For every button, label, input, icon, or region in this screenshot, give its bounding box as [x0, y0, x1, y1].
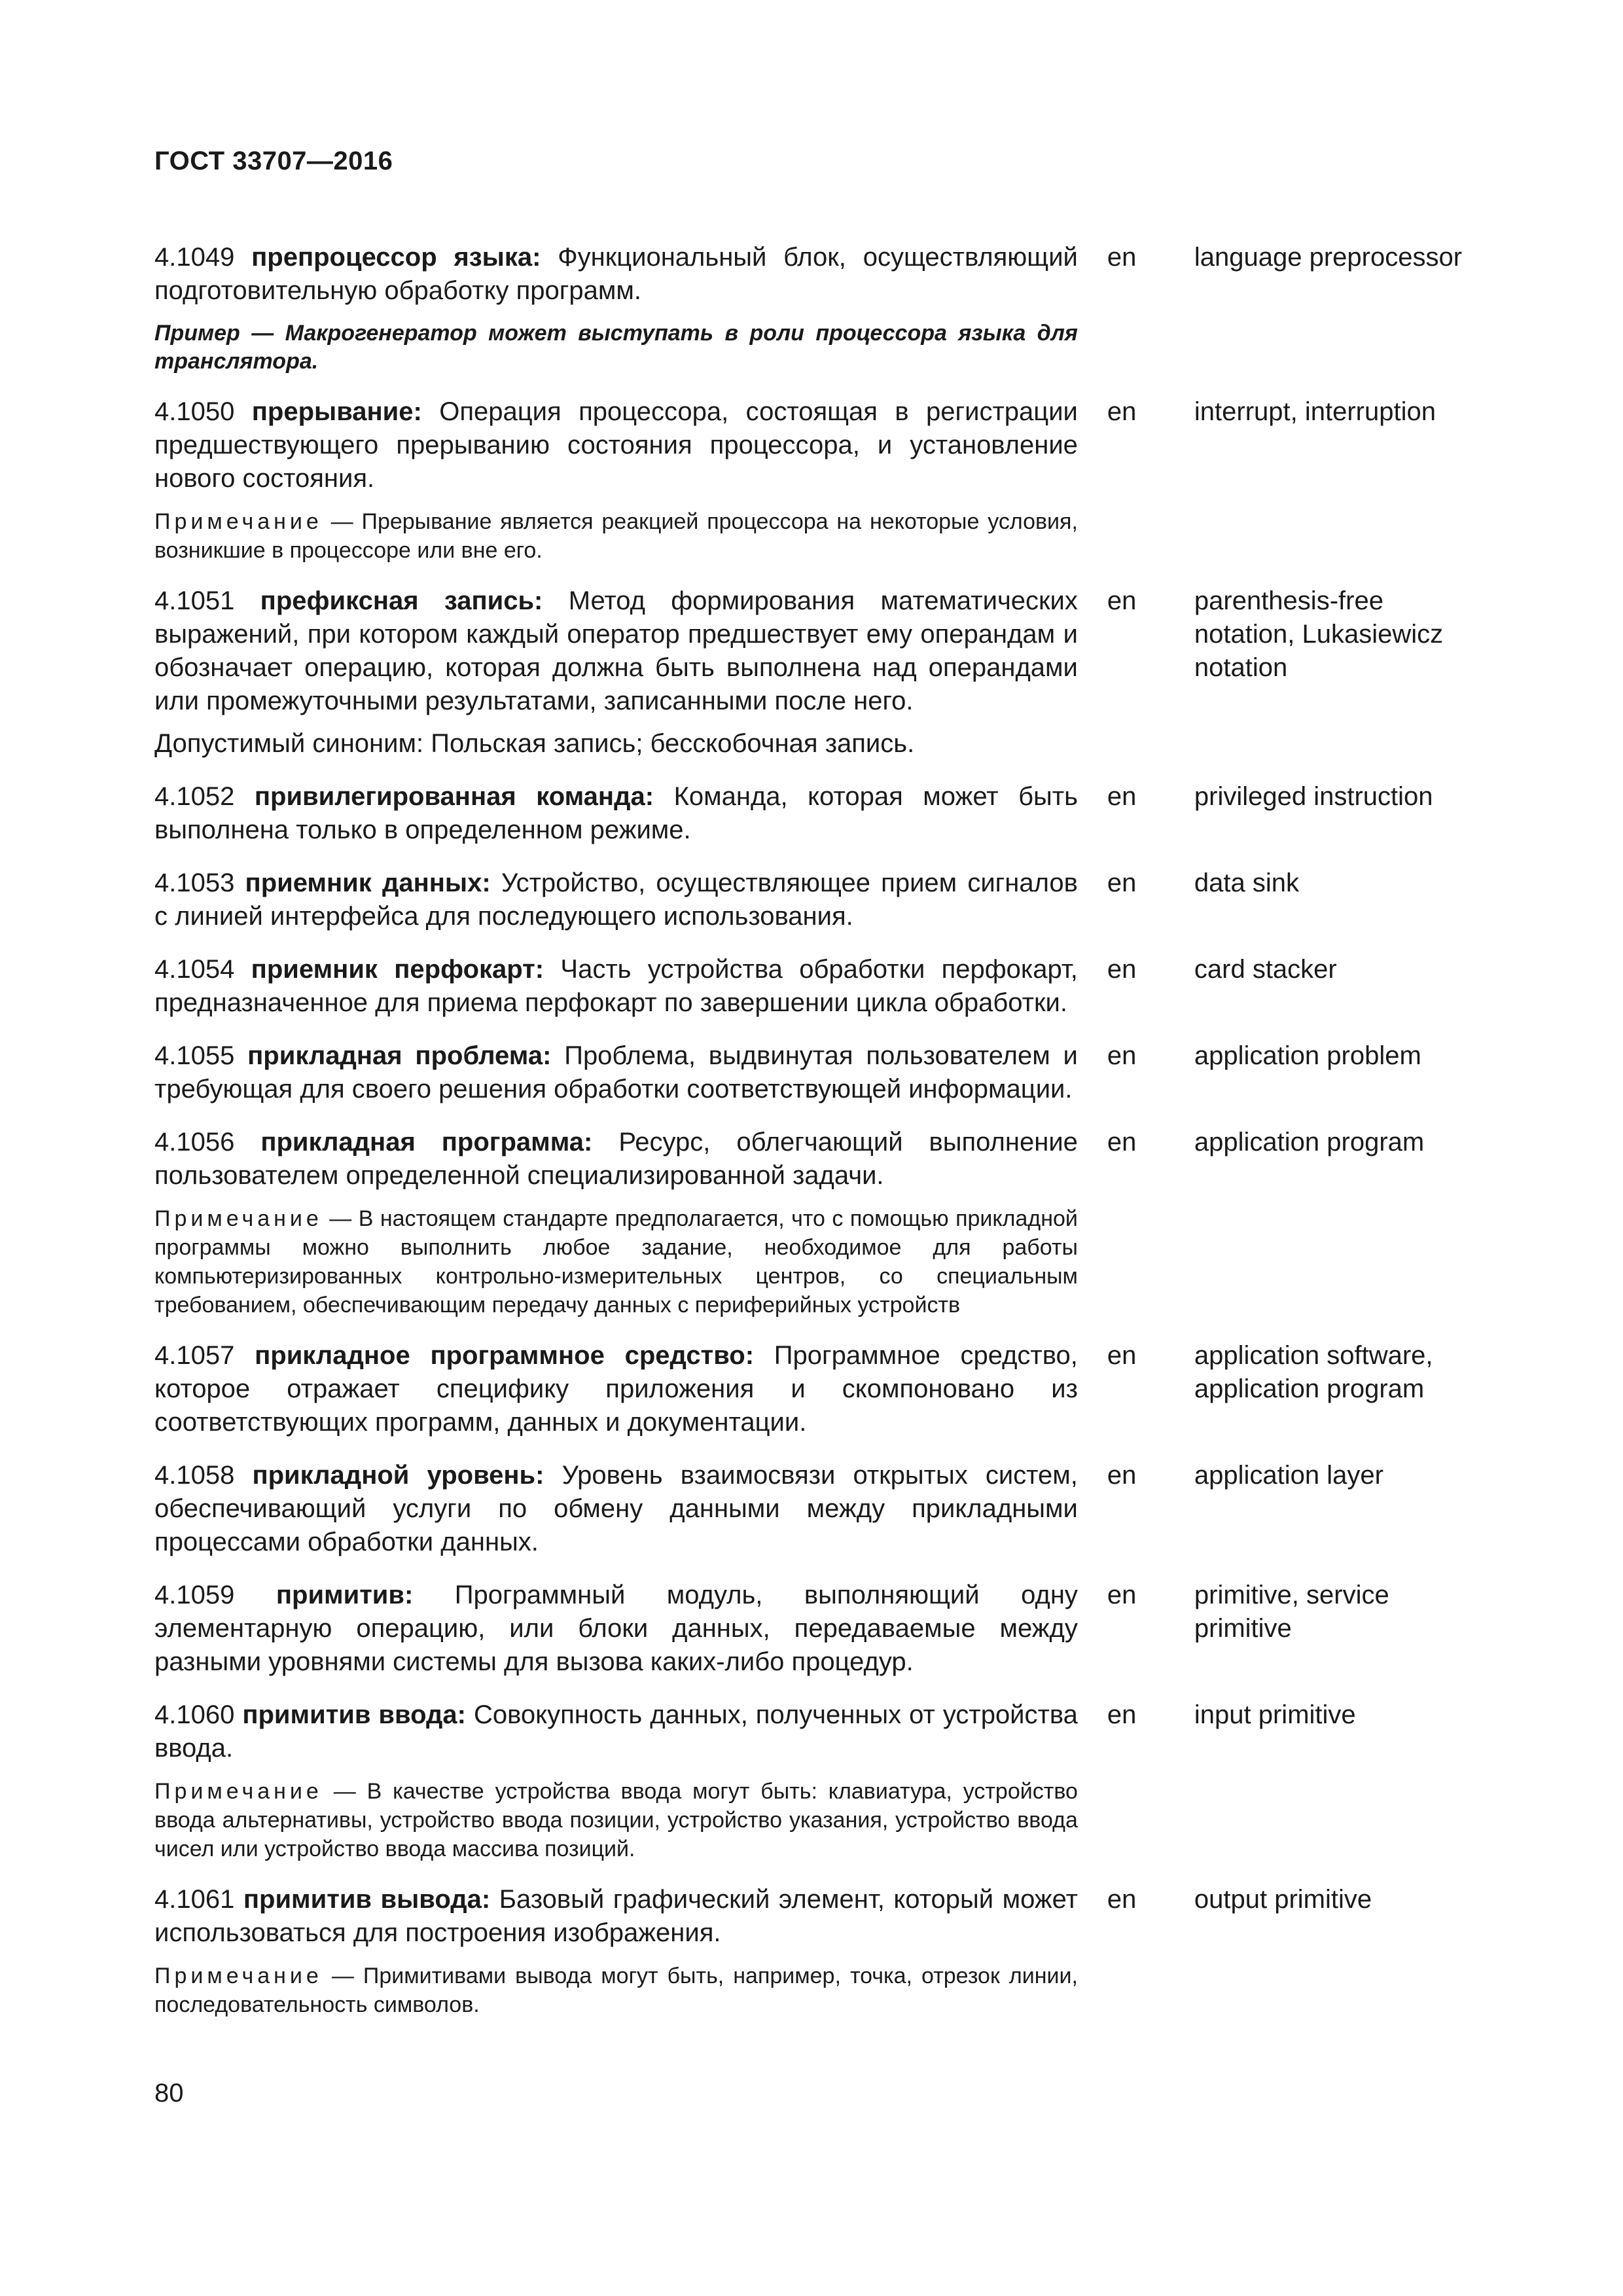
entry-body: [154, 395, 1078, 565]
entry-term-ru: префиксная запись:: [260, 586, 543, 615]
entry-term-ru: приемник перфокарт:: [251, 955, 544, 984]
entry-definition-text: Операция процессора, состоящая в регистрации предшествующего прерыванию состояния процессора, и установление нового состояния.: [154, 397, 1078, 493]
entry-term-en: interrupt, interruption: [1194, 397, 1436, 426]
entry-body: [154, 867, 1078, 933]
entry-term-en: application layer: [1194, 1461, 1383, 1490]
entry-example: Пример — Макрогенератор может выступать в роли процессора языка для транслятора.: [154, 321, 1078, 374]
entry-number: 4.1061: [154, 1885, 235, 1914]
entry-note: [154, 1204, 1078, 1319]
entry-number: 4.1055: [154, 1041, 235, 1070]
entry-definition: [154, 1339, 1078, 1439]
term-entry: [154, 395, 1476, 565]
entry-definition: [154, 1698, 1078, 1765]
term-entry: [154, 867, 1476, 933]
entry-definition: [154, 780, 1078, 847]
entry-term-en: application program: [1194, 1128, 1425, 1157]
entry-language: en: [1107, 1581, 1137, 1609]
entry-body: [154, 1126, 1078, 1319]
entry-number: 4.1053: [154, 869, 235, 897]
entry-number: 4.1056: [154, 1128, 235, 1157]
entry-number: 4.1060: [154, 1700, 235, 1729]
entry-term-en: parenthesis-free notation, Lukasiewicz notation: [1194, 586, 1444, 682]
entry-body: [154, 1883, 1078, 2019]
entry-note: [154, 507, 1078, 565]
note-label: Примечание: [154, 1964, 323, 1988]
entry-definition-text: Ресурс, облегчающий выполнение пользователем определенной специализированной задачи.: [154, 1128, 1078, 1190]
entry-number: 4.1052: [154, 782, 235, 811]
note-text: — Прерывание является реакцией процессора на некоторые условия, возникшие в процессоре или вне его.: [154, 509, 1078, 563]
entry-body: [154, 241, 1078, 376]
entry-language: en: [1107, 243, 1137, 272]
entry-definition-text: Программный модуль, выполняющий одну элементарную операцию, или блоки данных, передаваемые между разными уровнями системы для вызова каких-либо процедур.: [154, 1581, 1078, 1676]
note-label: Примечание: [154, 1206, 323, 1231]
note-text: — В настоящем стандарте предполагается, что с помощью прикладной программы можно выполнить любое задание, необходимое для работы компьютеризированных контрольно-измерительных центров, со специальным требованием, обеспечивающим передачу данных с периферийных устройств: [154, 1206, 1078, 1318]
entry-language: en: [1107, 1885, 1137, 1914]
entry-language: en: [1107, 1341, 1137, 1370]
entry-definition: [154, 953, 1078, 1020]
note-label: Примечание: [154, 509, 323, 534]
term-entry: [154, 1339, 1476, 1439]
entry-number: 4.1057: [154, 1341, 235, 1370]
entry-term-en: language preprocessor: [1194, 243, 1463, 272]
entry-term-ru: препроцессор языка:: [251, 243, 541, 272]
entry-definition-text: Проблема, выдвинутая пользователем и требующая для своего решения обработки соответствующей информации.: [154, 1041, 1078, 1103]
entry-note: [154, 1777, 1078, 1863]
entry-definition: [154, 867, 1078, 933]
entry-definition-text: Функциональный блок, осуществляющий подготовительную обработку программ.: [154, 243, 1078, 305]
entry-body: [154, 1039, 1078, 1106]
entry-body: [154, 1579, 1078, 1679]
entry-body: [154, 584, 1078, 761]
entry-definition-text: Совокупность данных, полученных от устройства ввода.: [154, 1700, 1078, 1763]
term-entry: [154, 1883, 1476, 2019]
entry-term-ru: приемник данных:: [245, 869, 491, 897]
entry-language: en: [1107, 782, 1137, 811]
term-entry: [154, 953, 1476, 1020]
entry-language: en: [1107, 869, 1137, 897]
entry-term-en: privileged instruction: [1194, 782, 1433, 811]
entry-definition-text: Базовый графический элемент, который может использоваться для построения изображения.: [154, 1885, 1078, 1947]
term-entry: [154, 1698, 1476, 1863]
entry-number: 4.1049: [154, 243, 235, 272]
entry-definition: [154, 395, 1078, 495]
entry-definition-text: Уровень взаимосвязи открытых систем, обеспечивающий услуги по обмену данными между прикладными процессами обработки данных.: [154, 1461, 1078, 1556]
note-label: Примечание: [154, 1779, 323, 1804]
term-entry: [154, 1039, 1476, 1106]
entry-body: [154, 780, 1078, 847]
term-entry: [154, 1579, 1476, 1679]
entry-definition: [154, 584, 1078, 718]
entry-body: [154, 953, 1078, 1020]
term-entry: [154, 1459, 1476, 1559]
entry-term-ru: примитив ввода:: [242, 1700, 466, 1729]
entry-note: [154, 1962, 1078, 2019]
entry-number: 4.1051: [154, 586, 235, 615]
term-entry: [154, 584, 1476, 761]
term-entry: [154, 241, 1476, 376]
entry-term-en: data sink: [1194, 869, 1299, 897]
entry-synonym: Допустимый синоним: Польская запись; бесскобочная запись.: [154, 729, 915, 758]
entry-definition: [154, 1579, 1078, 1679]
entry-body: [154, 1698, 1078, 1863]
entry-term-ru: примитив:: [276, 1581, 414, 1609]
entry-definition: [154, 1039, 1078, 1106]
entry-term-en: output primitive: [1194, 1885, 1372, 1914]
entry-term-ru: прикладной уровень:: [252, 1461, 544, 1490]
note-text: — В качестве устройства ввода могут быть: клавиатура, устройство ввода альтернативы, устройство ввода позиции, устройство указания, устройство ввода чисел или устройство ввода массива позиций.: [154, 1779, 1078, 1861]
entry-definition: [154, 1126, 1078, 1193]
entry-definition-text: Команда, которая может быть выполнена только в определенном режиме.: [154, 782, 1078, 844]
entry-definition: [154, 241, 1078, 308]
entry-term-ru: прерывание:: [251, 397, 422, 426]
entry-term-en: primitive, service primitive: [1194, 1581, 1389, 1643]
entry-language: en: [1107, 955, 1137, 984]
entry-definition-text: Часть устройства обработки перфокарт, предназначенное для приема перфокарт по завершении цикла обработки.: [154, 955, 1078, 1017]
entry-number: 4.1050: [154, 397, 235, 426]
entry-term-en: application software, application program: [1194, 1341, 1433, 1403]
entry-body: [154, 1339, 1078, 1439]
entry-language: en: [1107, 586, 1137, 615]
entry-body: [154, 1459, 1078, 1559]
term-entry: [154, 1126, 1476, 1319]
note-text: — Примитивами вывода могут быть, например, точка, отрезок линии, последовательность символов.: [154, 1964, 1078, 2017]
entry-language: en: [1107, 1700, 1137, 1729]
entry-term-ru: привилегированная команда:: [254, 782, 654, 811]
entry-language: en: [1107, 397, 1137, 426]
entry-term-en: input primitive: [1194, 1700, 1356, 1729]
term-entries: [154, 241, 1476, 2039]
entry-definition-text: Программное средство, которое отражает специфику приложения и скомпоновано из соответствующих программ, данных и документации.: [154, 1341, 1078, 1437]
page-number: 80: [154, 2079, 184, 2108]
term-entry: [154, 780, 1476, 847]
entry-term-ru: прикладная проблема:: [247, 1041, 552, 1070]
entry-definition: [154, 1883, 1078, 1950]
entry-term-ru: примитив вывода:: [243, 1885, 491, 1914]
entry-term-ru: прикладное программное средство:: [255, 1341, 755, 1370]
standard-header: ГОСТ 33707—2016: [154, 147, 393, 175]
entry-definition: [154, 1459, 1078, 1559]
entry-number: 4.1058: [154, 1461, 235, 1490]
entry-term-en: card stacker: [1194, 955, 1337, 984]
entry-definition-text: Устройство, осуществляющее прием сигналов с линией интерфейса для последующего использования.: [154, 869, 1078, 931]
entry-term-ru: прикладная программа:: [260, 1128, 593, 1157]
entry-number: 4.1059: [154, 1581, 235, 1609]
entry-language: en: [1107, 1041, 1137, 1070]
entry-definition-text: Метод формирования математических выражений, при котором каждый оператор предшествует ему операндам и обозначает операцию, которая должна быть выполнена над операндами или промежуточными результатами, записанными после него.: [154, 586, 1078, 715]
entry-language: en: [1107, 1128, 1137, 1157]
entry-term-en: application problem: [1194, 1041, 1421, 1070]
entry-number: 4.1054: [154, 955, 235, 984]
entry-language: en: [1107, 1461, 1137, 1490]
